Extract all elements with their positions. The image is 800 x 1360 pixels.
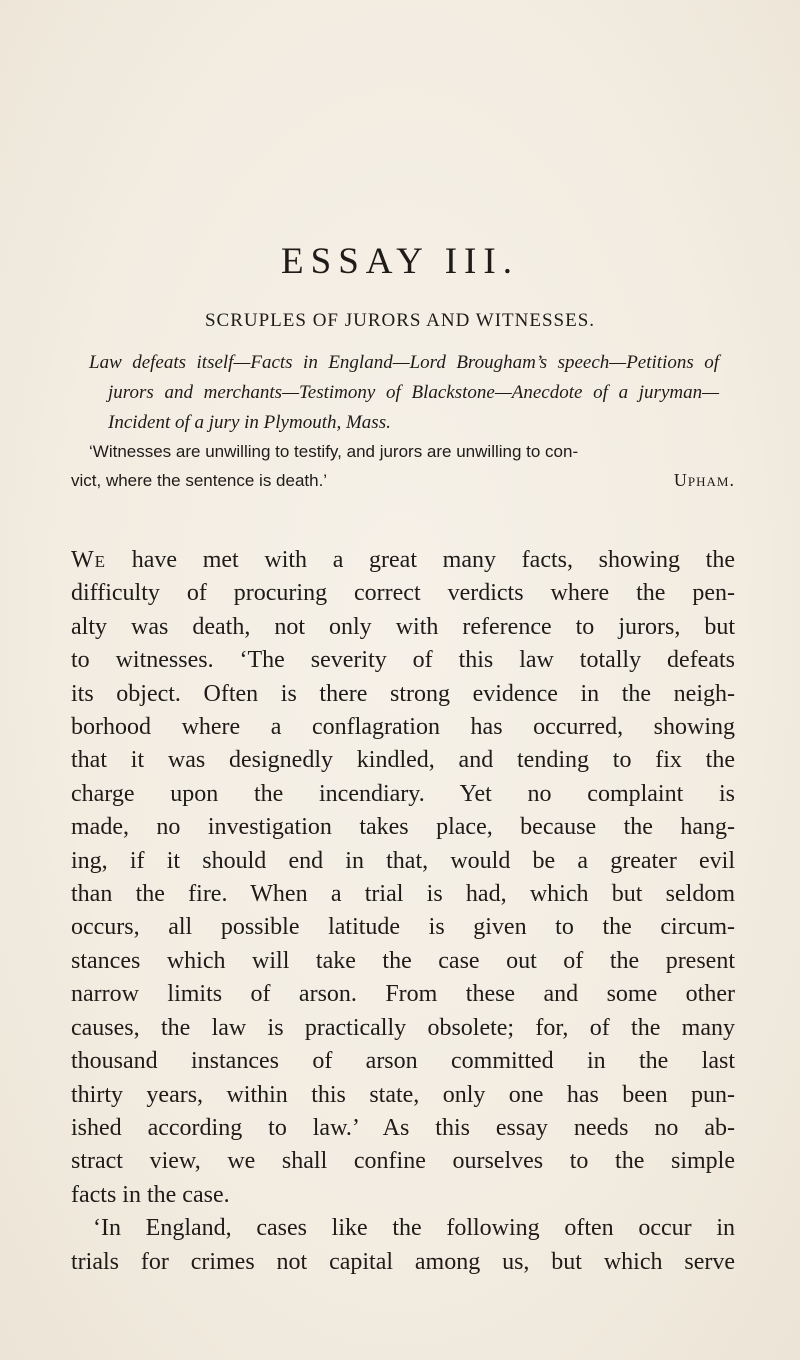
- body-line: alty was death, not only with reference to jurors, but: [71, 613, 735, 640]
- essay-title: ESSAY III.: [281, 241, 519, 282]
- body-line: charge upon the incendiary. Yet no complaint is: [71, 780, 735, 807]
- body-line: facts in the case.: [71, 1181, 230, 1208]
- body-line: causes, the law is practically obsolete; for, of the many: [71, 1014, 735, 1041]
- body-line: ished according to law.’ As this essay needs no ab-: [71, 1114, 735, 1141]
- body-line: narrow limits of arson. From these and some other: [71, 981, 735, 1008]
- lead-word: We: [71, 547, 107, 573]
- epigraph-quote: ‘Witnesses are unwilling to testify, and jurors are unwilling to con-: [89, 442, 579, 461]
- epigraph-attribution-row: [71, 466, 735, 495]
- body-line: made, no investigation takes place, because the hang-: [71, 814, 735, 841]
- body-line: ing, if it should end in that, would be a greater evil: [71, 847, 735, 874]
- body-line: than the fire. When a trial is had, which but seldom: [71, 881, 735, 908]
- body-line: thirty years, within this state, only one has been pun-: [71, 1081, 735, 1108]
- body-line: to witnesses. ‘The severity of this law totally defeats: [71, 647, 735, 674]
- body-line-text: have met with a great many facts, showing the: [106, 547, 735, 573]
- chapter-synopsis: Law defeats itself—Facts in England—Lord Brougham’s speech—Petitions of jurors and merchants—Testimony of Blackstone—Anecdote of a juryman—Incident of a jury in Plymouth, Mass.: [89, 352, 719, 433]
- body-line: [71, 544, 735, 577]
- body-line: borhood where a conflagration has occurred, showing: [71, 714, 735, 741]
- epigraph: [71, 437, 735, 495]
- epigraph-quote-end: vict, where the sentence is death.’: [71, 471, 328, 490]
- body-line: thousand instances of arson committed in the last: [71, 1048, 735, 1075]
- body-line: that it was designedly kindled, and tending to fix the: [71, 747, 735, 774]
- body-line: stances which will take the case out of the present: [71, 947, 735, 974]
- body-text: [71, 544, 735, 1279]
- body-line: stract view, we shall confine ourselves to the simple: [71, 1148, 735, 1175]
- essay-subtitle: SCRUPLES OF JURORS AND WITNESSES.: [204, 310, 596, 331]
- body-line: occurs, all possible latitude is given to the circum-: [71, 914, 735, 941]
- epigraph-attribution: Upham.: [673, 470, 735, 490]
- body-line: its object. Often is there strong evidence in the neigh-: [71, 680, 735, 707]
- body-line: difficulty of procuring correct verdicts where the pen-: [71, 580, 735, 607]
- body-line: ‘In England, cases like the following often occur in: [93, 1215, 735, 1242]
- body-line: trials for crimes not capital among us, but which serve: [71, 1248, 735, 1275]
